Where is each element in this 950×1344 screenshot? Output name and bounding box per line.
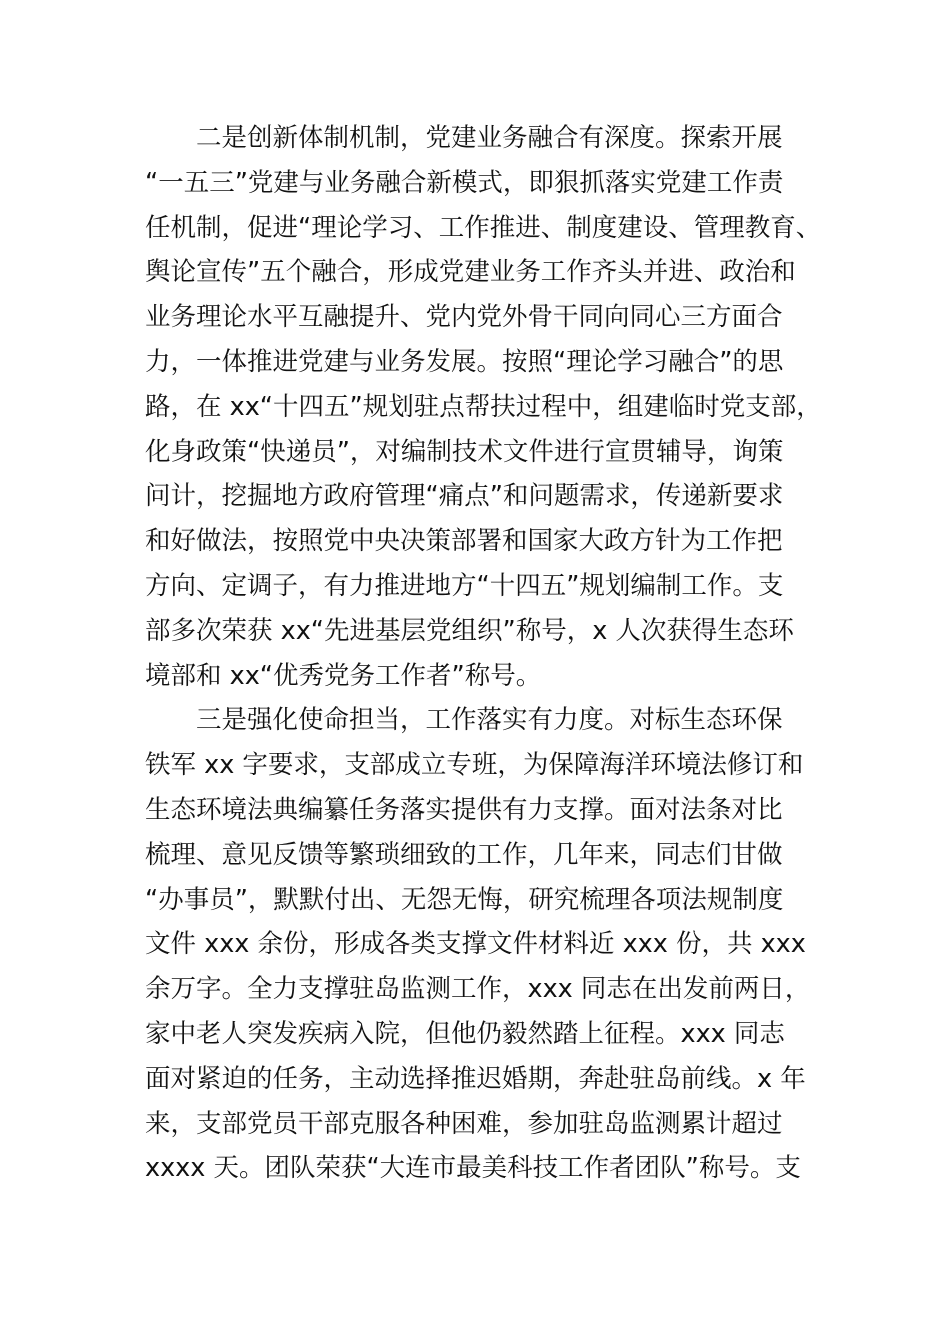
- paragraph-line: 业务理论水平互融提升、党内党外骨干同向同心三方面合: [145, 302, 783, 333]
- paragraph-line: 三是强化使命担当，工作落实有力度。对标生态环保: [196, 705, 783, 736]
- paragraph-line: “一五三”党建与业务融合新模式，即狠抓落实党建工作责: [145, 167, 784, 198]
- paragraph-line: 面对紧迫的任务，主动选择推迟婚期，奔赴驻岛前线。x 年: [145, 1063, 806, 1094]
- paragraph-line: 舆论宣传”五个融合，形成党建业务工作齐头并进、政治和: [145, 257, 796, 288]
- paragraph-line: 方向、定调子，有力推进地方“十四五”规划编制工作。支: [145, 570, 784, 601]
- paragraph-line: 问计，挖掘地方政府管理“痛点”和问题需求，传递新要求: [145, 481, 784, 512]
- paragraph-line: 任机制，促进“理论学习、工作推进、制度建设、管理教育、: [145, 212, 822, 243]
- paragraph-line: 余万字。全力支撑驻岛监测工作，xxx 同志在出发前两日，: [145, 974, 811, 1005]
- paragraph-line: 境部和 xx“优秀党务工作者”称号。: [145, 660, 542, 691]
- paragraph-line: 来，支部党员干部克服各种困难，参加驻岛监测累计超过: [145, 1108, 783, 1139]
- paragraph-line: 二是创新体制机制，党建业务融合有深度。探索开展: [196, 123, 783, 153]
- paragraph-line: 力，一体推进党建与业务发展。按照“理论学习融合”的思: [145, 346, 784, 377]
- paragraph-mission: [145, 698, 845, 1191]
- paragraph-line: 铁军 xx 字要求，支部成立专班，为保障海洋环境法修订和: [145, 750, 804, 781]
- paragraph-line: 部多次荣获 xx“先进基层党组织”称号，x 人次获得生态环: [145, 615, 794, 646]
- paragraph-line: 梳理、意见反馈等繁琐细致的工作，几年来，同志们甘做: [145, 839, 783, 870]
- paragraph-line: 文件 xxx 余份，形成各类支撑文件材料近 xxx 份，共 xxx: [145, 929, 806, 960]
- paragraph-innovation: [145, 116, 845, 698]
- paragraph-line: 家中老人突发疾病入院，但他仍毅然踏上征程。xxx 同志: [145, 1018, 785, 1049]
- document-body: [145, 116, 845, 1191]
- paragraph-line: xxxx 天。团队荣获“大连市最美科技工作者团队”称号。支: [145, 1153, 801, 1184]
- paragraph-line: 化身政策“快递员”，对编制技术文件进行宣贯辅导，询策: [145, 436, 784, 467]
- paragraph-line: 生态环境法典编纂任务落实提供有力支撑。面对法条对比: [145, 794, 783, 825]
- paragraph-line: 和好做法，按照党中央决策部署和国家大政方针为工作把: [145, 526, 783, 557]
- paragraph-line: 路，在 xx“十四五”规划驻点帮扶过程中，组建临时党支部，: [145, 391, 822, 422]
- paragraph-line: “办事员”，默默付出、无怨无悔，研究梳理各项法规制度: [145, 884, 784, 915]
